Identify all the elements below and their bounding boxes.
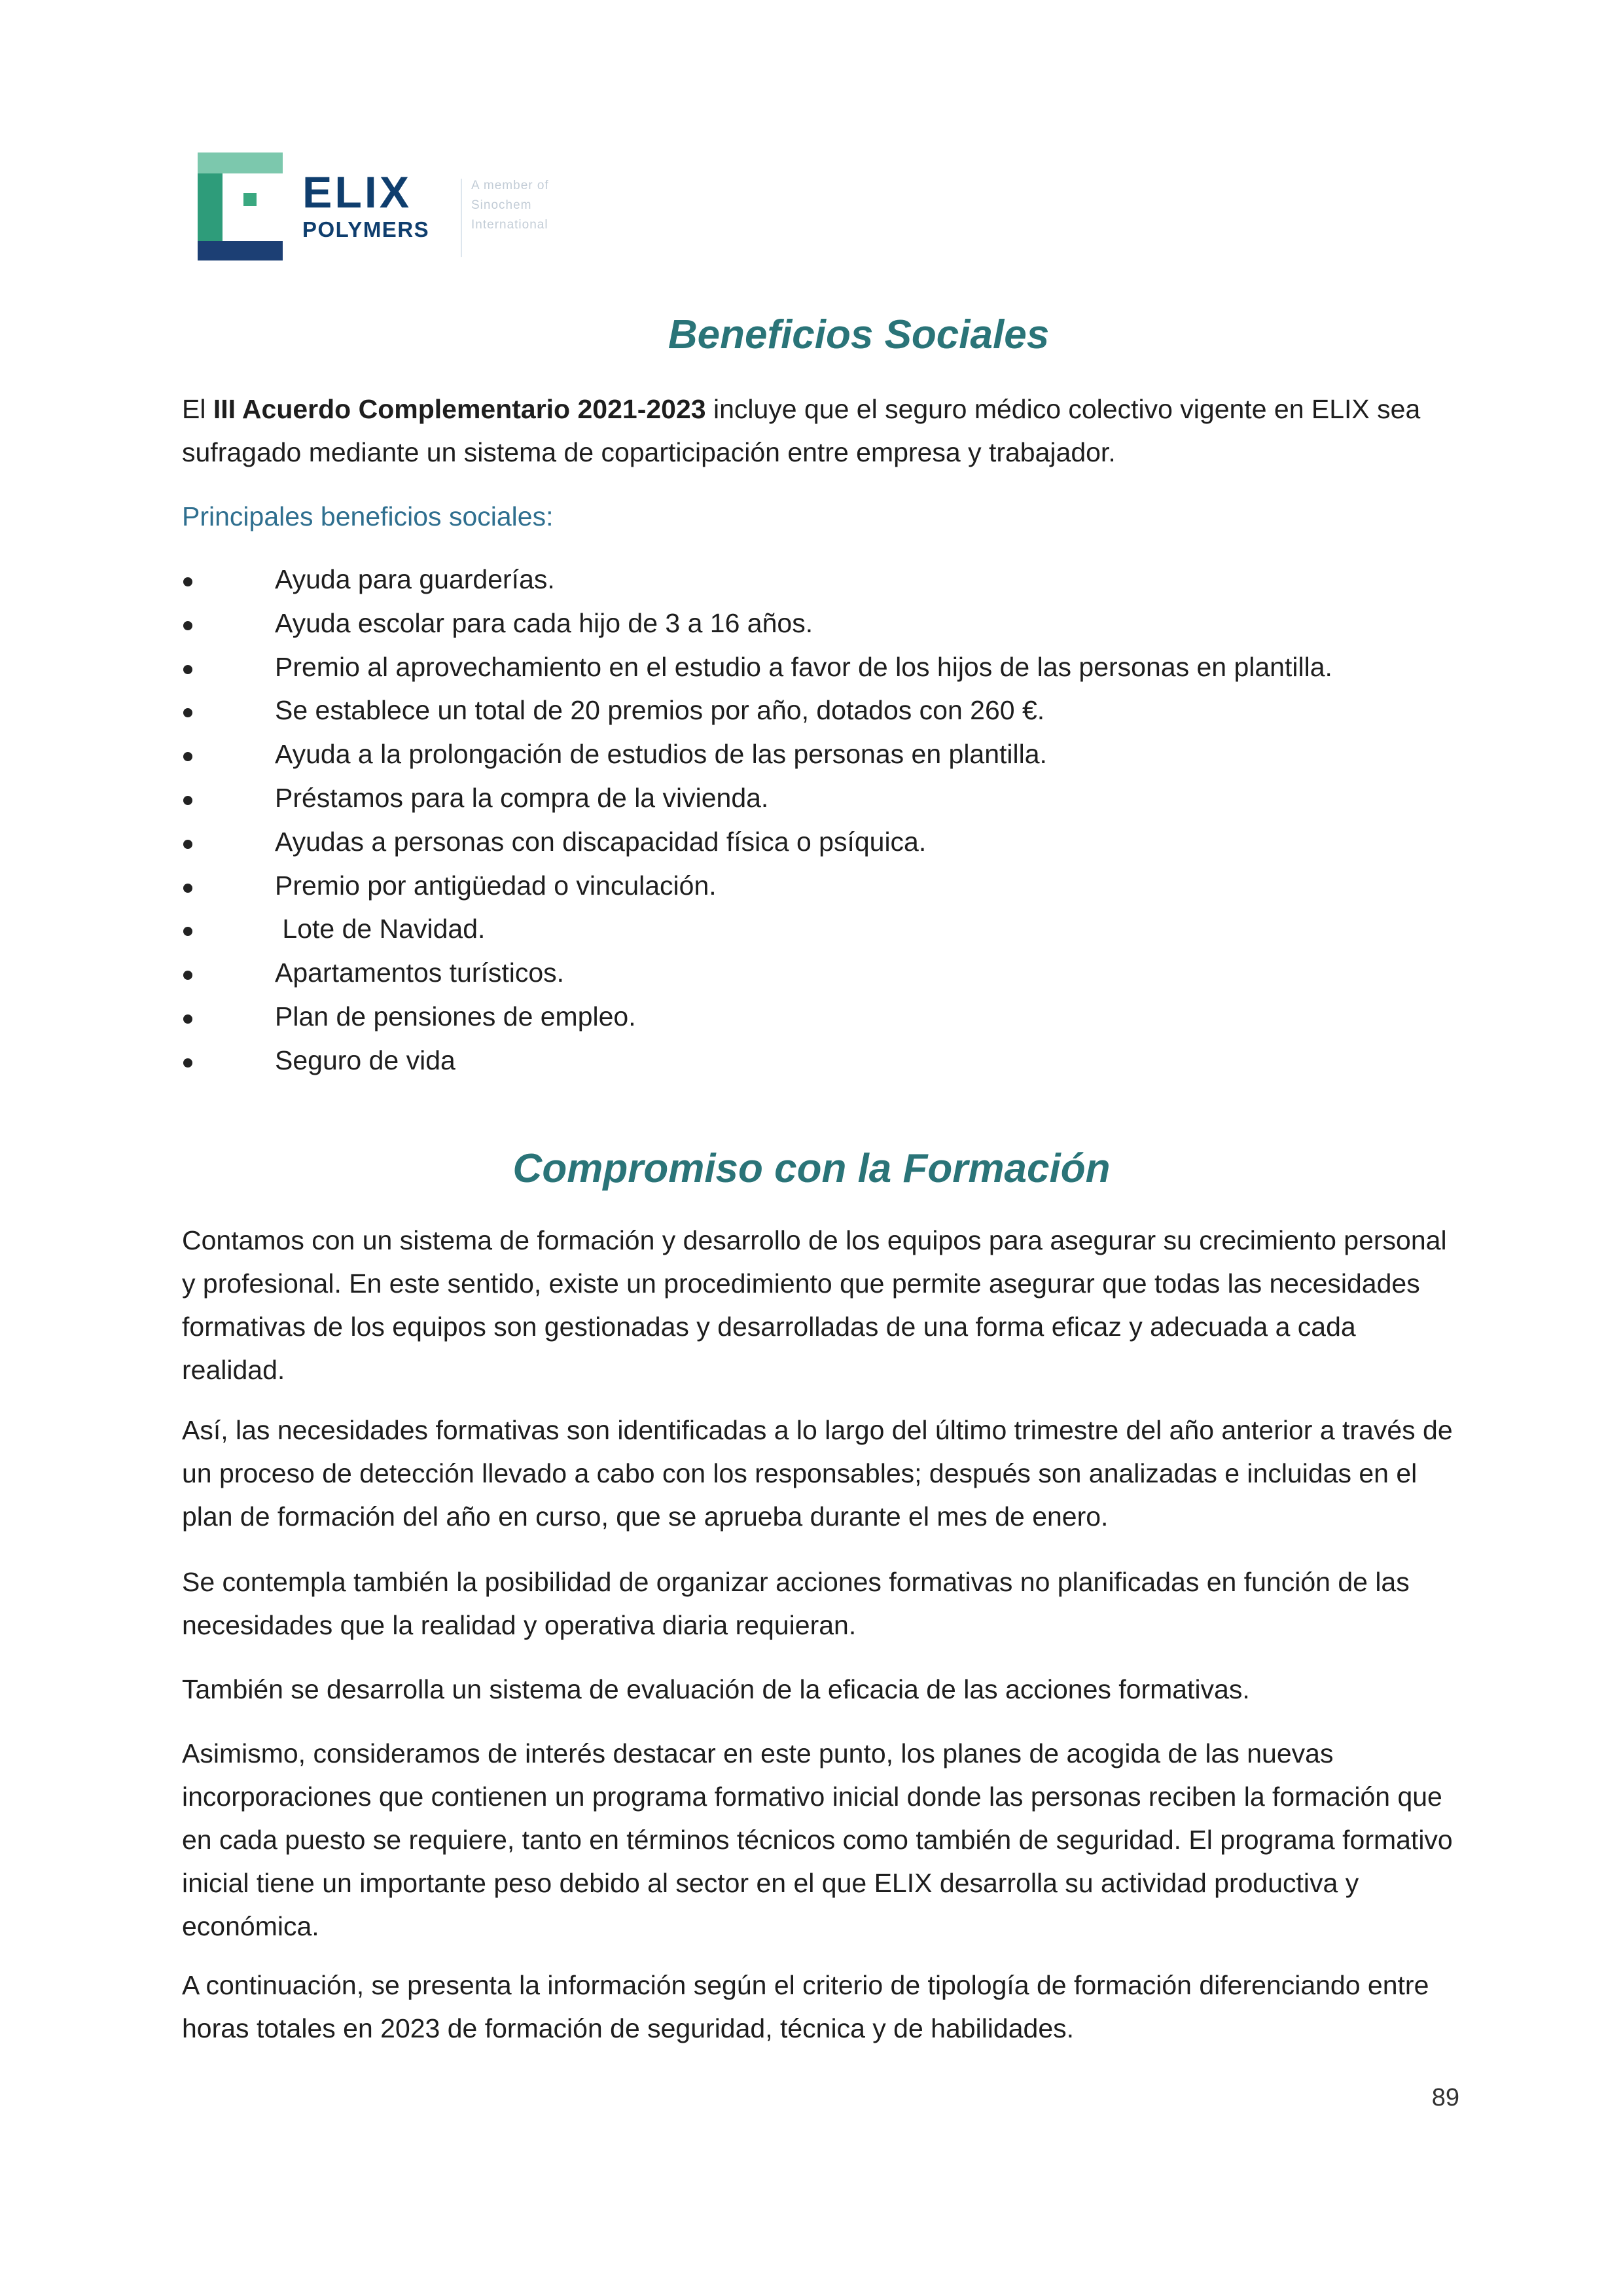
- bullet-icon: [183, 665, 192, 674]
- intro-post: incluye que el seguro médico colectivo vigente en ELIX sea sufragado mediante un sistema de coparticipación entre empresa y trabajador.: [182, 394, 1421, 467]
- list-item: Se establece un total de 20 premios por año, dotados con 260 €.: [182, 689, 1332, 732]
- intro-bold: III Acuerdo Complementario 2021-2023: [213, 394, 706, 424]
- benefits-list: [182, 558, 1332, 1083]
- list-item: Ayuda a la prolongación de estudios de las personas en plantilla.: [182, 732, 1332, 776]
- list-item: Apartamentos turísticos.: [182, 951, 1332, 995]
- page-number: 89: [1431, 2084, 1459, 2111]
- intro-pre: El: [182, 394, 213, 424]
- bullet-icon: [183, 621, 192, 630]
- bullet-icon: [183, 752, 192, 761]
- list-item: Plan de pensiones de empleo.: [182, 995, 1332, 1039]
- intro-paragraph: [182, 387, 1465, 474]
- list-item: Lote de Navidad.: [182, 907, 1332, 951]
- list-item: Préstamos para la compra de la vivienda.: [182, 776, 1332, 820]
- bullet-icon: [183, 971, 192, 980]
- member-line: International: [471, 218, 548, 232]
- bullet-icon: [183, 884, 192, 893]
- company-logo: [198, 152, 603, 264]
- list-title: Principales beneficios sociales:: [182, 501, 554, 531]
- section-title-formacion: Compromiso con la Formación: [512, 1146, 1111, 1191]
- logo-name: ELIX: [302, 168, 412, 217]
- formacion-paragraph: Asimismo, consideramos de interés destacar en este punto, los planes de acogida de las nuevas incorporaciones que contienen un programa formativo inicial donde las personas reciben la formación que en cada puesto se requiere, tanto en términos técnicos como también de seguridad. El programa formativo inicial tiene un importante peso debido al sector en el que ELIX desarrolla su actividad productiva y económica.: [182, 1738, 1453, 1941]
- section-title-beneficios: Beneficios Sociales: [668, 312, 1050, 357]
- list-item: Ayuda escolar para cada hijo de 3 a 16 años.: [182, 601, 1332, 645]
- list-item: Ayuda para guarderías.: [182, 558, 1332, 601]
- bullet-icon: [183, 796, 192, 805]
- list-item: Seguro de vida: [182, 1039, 1332, 1083]
- logo-divider: [461, 179, 462, 257]
- bullet-icon: [183, 1058, 192, 1067]
- bullet-icon: [183, 840, 192, 849]
- bullet-icon: [183, 577, 192, 586]
- list-item: Premio al aprovechamiento en el estudio a favor de los hijos de las personas en plantilla.: [182, 645, 1332, 689]
- formacion-paragraph: También se desarrolla un sistema de evaluación de la eficacia de las acciones formativas.: [182, 1674, 1250, 1704]
- bullet-icon: [183, 708, 192, 717]
- list-item: Ayudas a personas con discapacidad física o psíquica.: [182, 820, 1332, 864]
- formacion-paragraph: A continuación, se presenta la información según el criterio de tipología de formación diferenciando entre horas totales en 2023 de formación de seguridad, técnica y de habilidades.: [182, 1970, 1429, 2043]
- member-line: Sinochem: [471, 198, 532, 212]
- formacion-paragraph: Contamos con un sistema de formación y desarrollo de los equipos para asegurar su crecimiento personal y profesional. En este sentido, existe un procedimiento que permite asegurar que todas las necesidades formativas de los equipos son gestionadas y desarrolladas de una forma eficaz y adecuada a cada realidad.: [182, 1225, 1447, 1385]
- bullet-icon: [183, 1014, 192, 1024]
- elix-logo-mark-icon: [198, 152, 283, 260]
- list-item: Premio por antigüedad o vinculación.: [182, 864, 1332, 908]
- member-note: [471, 176, 549, 235]
- formacion-paragraph: Así, las necesidades formativas son identificadas a lo largo del último trimestre del año anterior a través de un proceso de detección llevado a cabo con los responsables; después son analizadas e incluidas en el plan de formación del año en curso, que se aprueba durante el mes de enero.: [182, 1415, 1453, 1532]
- logo-subtitle: POLYMERS: [302, 217, 430, 242]
- bullet-icon: [183, 927, 192, 936]
- formacion-paragraph: Se contempla también la posibilidad de organizar acciones formativas no planificadas en función de las necesidades que la realidad y operativa diaria requieran.: [182, 1567, 1410, 1640]
- member-line: A member of: [471, 179, 549, 192]
